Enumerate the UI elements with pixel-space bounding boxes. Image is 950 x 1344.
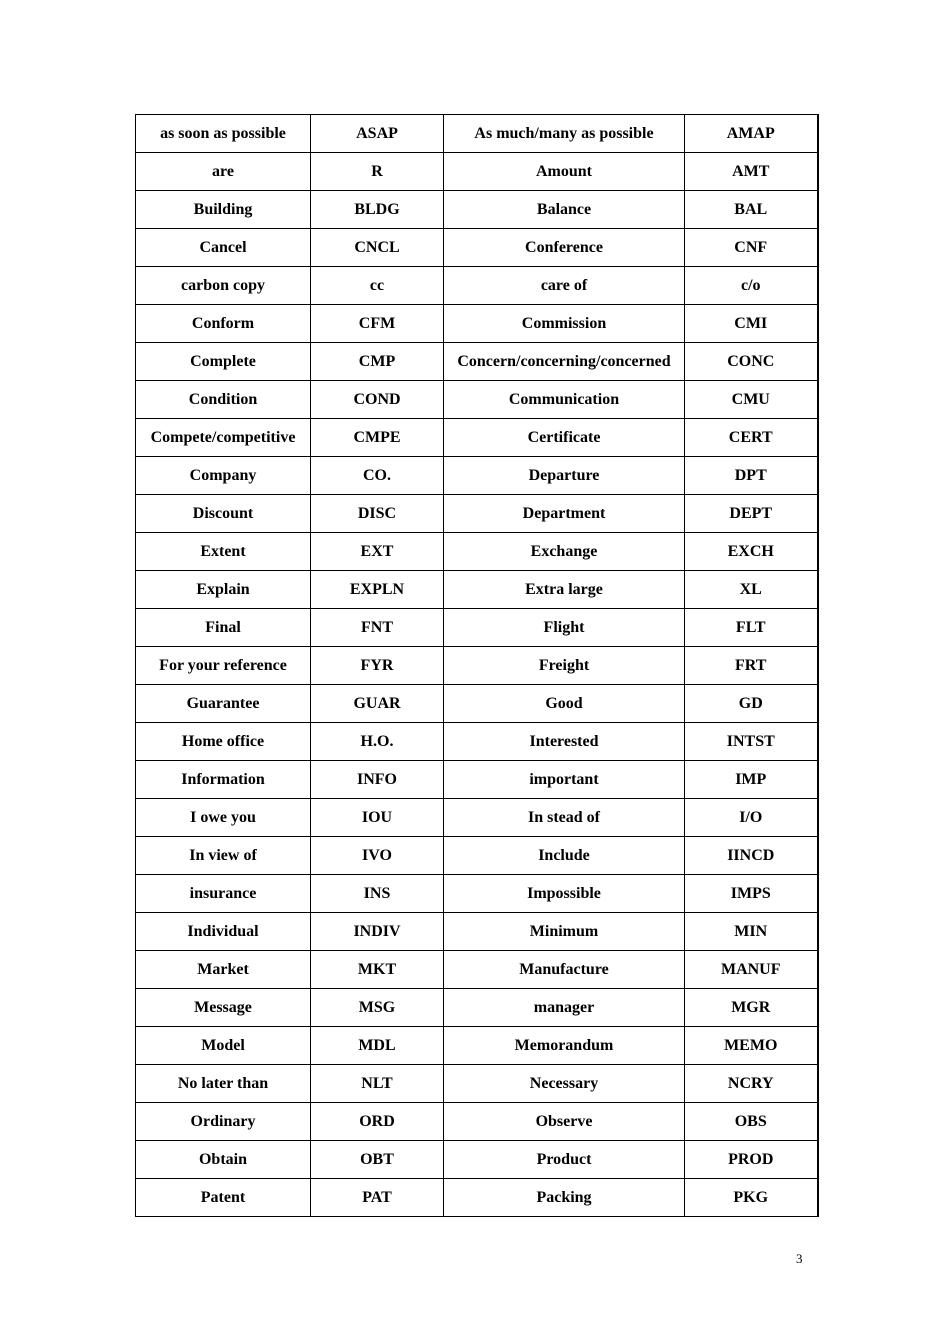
abbreviation-cell: IVO	[311, 837, 444, 875]
abbreviation-cell: DISC	[311, 495, 444, 533]
abbreviation-cell: PROD	[685, 1141, 818, 1179]
table-row	[136, 799, 818, 837]
abbreviation-cell: INS	[311, 875, 444, 913]
term-cell: Interested	[444, 723, 685, 761]
table-row	[136, 951, 818, 989]
term-cell: Balance	[444, 191, 685, 229]
table-row	[136, 343, 818, 381]
abbreviation-cell: MIN	[685, 913, 818, 951]
term-cell: Department	[444, 495, 685, 533]
abbreviation-cell: CO.	[311, 457, 444, 495]
term-cell: Amount	[444, 153, 685, 191]
table-row	[136, 495, 818, 533]
term-cell: Minimum	[444, 913, 685, 951]
term-cell: Concern/concerning/concerned	[444, 343, 685, 381]
abbreviation-cell: cc	[311, 267, 444, 305]
term-cell: Departure	[444, 457, 685, 495]
abbreviation-cell: CMU	[685, 381, 818, 419]
term-cell: Commission	[444, 305, 685, 343]
table-row	[136, 761, 818, 799]
term-cell: Home office	[136, 723, 311, 761]
term-cell: Cancel	[136, 229, 311, 267]
abbreviation-cell: EXCH	[685, 533, 818, 571]
abbreviation-cell: PAT	[311, 1179, 444, 1217]
term-cell: Obtain	[136, 1141, 311, 1179]
abbreviation-cell: CMI	[685, 305, 818, 343]
abbreviation-cell: CFM	[311, 305, 444, 343]
abbreviation-cell: MSG	[311, 989, 444, 1027]
term-cell: as soon as possible	[136, 115, 311, 153]
table-row	[136, 115, 818, 153]
term-cell: Market	[136, 951, 311, 989]
term-cell: Discount	[136, 495, 311, 533]
abbreviation-cell: INDIV	[311, 913, 444, 951]
abbreviation-cell: GD	[685, 685, 818, 723]
abbreviation-cell: DEPT	[685, 495, 818, 533]
term-cell: Memorandum	[444, 1027, 685, 1065]
term-cell: Guarantee	[136, 685, 311, 723]
table-row	[136, 875, 818, 913]
term-cell: Individual	[136, 913, 311, 951]
term-cell: Communication	[444, 381, 685, 419]
abbreviation-cell: BLDG	[311, 191, 444, 229]
term-cell: Conform	[136, 305, 311, 343]
table-row	[136, 723, 818, 761]
term-cell: Manufacture	[444, 951, 685, 989]
abbreviation-cell: COND	[311, 381, 444, 419]
term-cell: care of	[444, 267, 685, 305]
term-cell: Packing	[444, 1179, 685, 1217]
table-row	[136, 267, 818, 305]
term-cell: Flight	[444, 609, 685, 647]
abbreviation-cell: CNCL	[311, 229, 444, 267]
abbreviation-cell: H.O.	[311, 723, 444, 761]
table-row	[136, 419, 818, 457]
table-row	[136, 837, 818, 875]
term-cell: Building	[136, 191, 311, 229]
term-cell: Final	[136, 609, 311, 647]
term-cell: I owe you	[136, 799, 311, 837]
abbreviation-cell: CMP	[311, 343, 444, 381]
abbreviation-cell: R	[311, 153, 444, 191]
abbreviation-cell: MGR	[685, 989, 818, 1027]
table-row	[136, 457, 818, 495]
term-cell: insurance	[136, 875, 311, 913]
abbreviation-cell: CONC	[685, 343, 818, 381]
table-row	[136, 647, 818, 685]
table-row	[136, 229, 818, 267]
page-number: 3	[796, 1251, 803, 1266]
abbreviation-cell: EXT	[311, 533, 444, 571]
term-cell: Patent	[136, 1179, 311, 1217]
table-row	[136, 381, 818, 419]
abbreviation-cell: IMP	[685, 761, 818, 799]
term-cell: In view of	[136, 837, 311, 875]
abbreviation-cell: FRT	[685, 647, 818, 685]
term-cell: Observe	[444, 1103, 685, 1141]
abbreviation-cell: NLT	[311, 1065, 444, 1103]
table-row	[136, 533, 818, 571]
term-cell: No later than	[136, 1065, 311, 1103]
term-cell: Company	[136, 457, 311, 495]
term-cell: Certificate	[444, 419, 685, 457]
abbreviation-table	[135, 114, 819, 1217]
term-cell: Conference	[444, 229, 685, 267]
term-cell: Product	[444, 1141, 685, 1179]
table-row	[136, 153, 818, 191]
term-cell: Impossible	[444, 875, 685, 913]
table-row	[136, 191, 818, 229]
table-row	[136, 685, 818, 723]
abbreviation-cell: INFO	[311, 761, 444, 799]
table-row	[136, 1065, 818, 1103]
abbreviation-cell: IOU	[311, 799, 444, 837]
abbreviation-cell: MANUF	[685, 951, 818, 989]
abbreviation-cell: GUAR	[311, 685, 444, 723]
term-cell: important	[444, 761, 685, 799]
term-cell: Extra large	[444, 571, 685, 609]
abbreviation-cell: AMT	[685, 153, 818, 191]
table-row	[136, 1027, 818, 1065]
term-cell: Freight	[444, 647, 685, 685]
abbreviation-cell: EXPLN	[311, 571, 444, 609]
table-row	[136, 1103, 818, 1141]
abbreviation-cell: XL	[685, 571, 818, 609]
abbreviation-cell: AMAP	[685, 115, 818, 153]
term-cell: As much/many as possible	[444, 115, 685, 153]
term-cell: Necessary	[444, 1065, 685, 1103]
table-row	[136, 305, 818, 343]
abbreviation-cell: CMPE	[311, 419, 444, 457]
table-row	[136, 913, 818, 951]
term-cell: Condition	[136, 381, 311, 419]
abbreviation-cell: MKT	[311, 951, 444, 989]
table-row	[136, 1141, 818, 1179]
abbreviation-cell: NCRY	[685, 1065, 818, 1103]
term-cell: Compete/competitive	[136, 419, 311, 457]
abbreviation-cell: FLT	[685, 609, 818, 647]
term-cell: Model	[136, 1027, 311, 1065]
abbreviation-cell: FNT	[311, 609, 444, 647]
term-cell: Ordinary	[136, 1103, 311, 1141]
abbreviation-cell: OBS	[685, 1103, 818, 1141]
table-row	[136, 1179, 818, 1217]
abbreviation-cell: PKG	[685, 1179, 818, 1217]
term-cell: Extent	[136, 533, 311, 571]
abbreviation-cell: IINCD	[685, 837, 818, 875]
abbreviation-table-body	[136, 115, 818, 1217]
abbreviation-cell: IMPS	[685, 875, 818, 913]
term-cell: In stead of	[444, 799, 685, 837]
abbreviation-cell: MDL	[311, 1027, 444, 1065]
abbreviation-cell: BAL	[685, 191, 818, 229]
abbreviation-cell: FYR	[311, 647, 444, 685]
abbreviation-cell: CERT	[685, 419, 818, 457]
abbreviation-cell: CNF	[685, 229, 818, 267]
term-cell: Exchange	[444, 533, 685, 571]
term-cell: carbon copy	[136, 267, 311, 305]
term-cell: are	[136, 153, 311, 191]
abbreviation-cell: I/O	[685, 799, 818, 837]
abbreviation-cell: INTST	[685, 723, 818, 761]
abbreviation-cell: OBT	[311, 1141, 444, 1179]
table-row	[136, 989, 818, 1027]
abbreviation-cell: MEMO	[685, 1027, 818, 1065]
term-cell: For your reference	[136, 647, 311, 685]
term-cell: Explain	[136, 571, 311, 609]
abbreviation-cell: ASAP	[311, 115, 444, 153]
abbreviation-cell: ORD	[311, 1103, 444, 1141]
term-cell: manager	[444, 989, 685, 1027]
term-cell: Information	[136, 761, 311, 799]
table-row	[136, 609, 818, 647]
abbreviation-cell: c/o	[685, 267, 818, 305]
term-cell: Complete	[136, 343, 311, 381]
term-cell: Good	[444, 685, 685, 723]
table-row	[136, 571, 818, 609]
term-cell: Message	[136, 989, 311, 1027]
abbreviation-cell: DPT	[685, 457, 818, 495]
term-cell: Include	[444, 837, 685, 875]
